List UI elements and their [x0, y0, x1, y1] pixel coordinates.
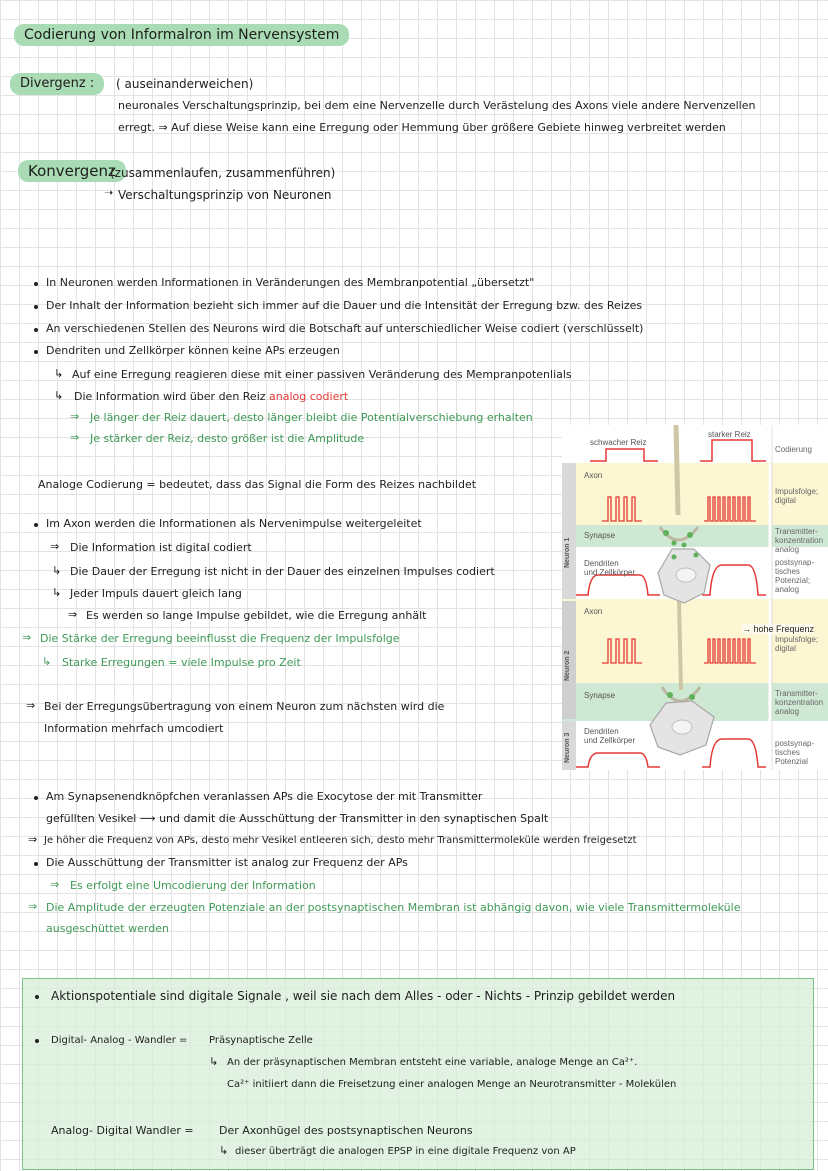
synapse-label-1: Synapse [584, 531, 616, 540]
note-amplitude-post: Die Amplitude der erzeugten Potenziale an der postsynaptischen Membran ist abhängig davon, wie viele Transmittermoleküle [46, 901, 741, 914]
code-analog-2: analog [775, 707, 800, 716]
neuron-2-tab: Neuron 2 [562, 601, 576, 719]
neuron-coding-figure [562, 425, 828, 770]
code-post-2c: Potenzial [775, 757, 808, 766]
codierung-header: Codierung [775, 445, 812, 454]
sub-arrow-icon: ↳ [52, 586, 62, 599]
bullet-icon [34, 796, 38, 800]
konvergenz-line1: Verschaltungsprinzip von Neuronen [118, 188, 332, 202]
note-staerke: Die Stärke der Erregung beeinflusst die Frequenz der Impulsfolge [40, 632, 400, 645]
strong-stimulus-label: starker Reiz [708, 430, 751, 439]
analog-codiert-highlight: analog codiert [269, 390, 349, 403]
axon-label-2: Axon [584, 607, 603, 616]
note-umcodierung: Es erfolgt eine Umcodierung der Information [70, 879, 316, 892]
psp-strong-1 [702, 565, 766, 595]
dendrites-label-2b: und Zellkörper [584, 736, 636, 745]
code-post-1d: analog [775, 585, 800, 594]
summary-ad-sub: dieser überträgt die analogen EPSP in eine digitale Frequenz von AP [235, 1146, 576, 1157]
bullet-icon [34, 523, 38, 527]
summary-ad-def: Der Axonhügel des postsynaptischen Neurons [219, 1124, 473, 1137]
neuron-1-tab: Neuron 1 [562, 463, 576, 599]
axon-label-1: Axon [584, 471, 603, 480]
code-trans-1b: konzentration [775, 536, 824, 545]
sub-arrow-icon: ↳ [42, 655, 52, 668]
bullet-icon [35, 1039, 39, 1043]
divergenz-paren: ( auseinanderweichen) [116, 77, 254, 91]
implies-arrow-icon: ⇒ [70, 410, 80, 423]
summary-da-sub1: An der präsynaptischen Membran entsteht eine variable, analoge Menge an Ca²⁺. [227, 1057, 638, 1068]
note-umcodiert: Information mehrfach umcodiert [44, 722, 224, 735]
note-dauer-impuls: Die Dauer der Erregung ist nicht in der Dauer des einzelnen Impulses codiert [70, 565, 495, 578]
summary-da-term: Digital- Analog - Wandler = [51, 1035, 188, 1046]
sub-arrow-icon: ↳ [219, 1144, 229, 1157]
bullet-icon [34, 350, 38, 354]
note-axon: Im Axon werden die Informationen als Nervenimpulse weitergeleitet [46, 517, 422, 530]
sub-arrow-icon: ↳ [54, 389, 64, 402]
code-analog-1: analog [775, 545, 800, 554]
note-digital: Die Information ist digital codiert [70, 541, 252, 554]
code-post-1c: Potenzial; [775, 576, 811, 585]
code-digital-2: digital [775, 644, 796, 653]
dendrites-label-1a: Dendriten [584, 559, 619, 568]
note-stellen: An verschiedenen Stellen des Neurons wird die Botschaft auf unterschiedlicher Weise codiert (verschlüsselt) [46, 322, 644, 335]
dendrites-label-2a: Dendriten [584, 727, 619, 736]
bullet-icon [34, 282, 38, 286]
implies-arrow-icon: ⇒ [70, 431, 80, 444]
impulse-train-weak-1 [602, 497, 642, 521]
axon-fiber-2 [679, 600, 681, 690]
implies-arrow-icon: ⇒ [22, 631, 32, 644]
arrow-icon: ➝ [104, 186, 114, 199]
note-ausgeschuettet: ausgeschüttet werden [46, 922, 169, 935]
strong-stimulus [700, 440, 766, 461]
note-inhalt: Der Inhalt der Information bezieht sich immer auf die Dauer und die Intensität der Erregung bzw. des Reizes [46, 299, 643, 312]
summary-ad-term: Analog- Digital Wandler = [51, 1124, 194, 1137]
implies-arrow-icon: ⇒ [50, 540, 60, 553]
summary-digital-signals: Aktionspotentiale sind digitale Signale , weil sie nach dem Alles - oder - Nichts - Prinzip gebildet werden [51, 989, 676, 1003]
summary-da-def: Präsynaptische Zelle [209, 1035, 313, 1046]
sub-arrow-icon: ↳ [54, 367, 64, 380]
code-post-2a: postsynap- [775, 739, 815, 748]
bullet-icon [34, 305, 38, 309]
dendrites-label-1b: und Zellkörper [584, 568, 636, 577]
note-passiv: Auf eine Erregung reagieren diese mit einer passiven Veränderung des Mempranpotenlials [72, 368, 572, 381]
divergenz-line2: erregt. ⇒ Auf diese Weise kann eine Erregung oder Hemmung über größere Gebiete hinweg verbreitet werden [118, 121, 726, 134]
implies-arrow-icon: ⇒ [26, 699, 36, 712]
impulse-train-weak-2 [602, 639, 642, 663]
note-ausschuettung: Die Ausschüttung der Transmitter ist analog zur Frequenz der APs [46, 856, 408, 869]
implies-arrow-icon: ⇒ [28, 900, 38, 913]
bullet-icon [34, 328, 38, 332]
divergenz-line1: neuronales Verschaltungsprinzip, bei dem eine Nervenzelle durch Verästelung des Axons viele andere Nervenzellen [118, 99, 756, 112]
sub-arrow-icon: ↳ [52, 564, 62, 577]
hohe-frequenz-note: → hohe Frequenz [742, 624, 815, 634]
sub-arrow-icon: ↳ [209, 1055, 219, 1068]
neuron-3-tab: Neuron 3 [562, 721, 576, 770]
note-exocytose: Am Synapsenendknöpfchen veranlassen APs die Exocytose der mit Transmitter [46, 790, 483, 803]
note-amplitude: Je stärker der Reiz, desto größer ist die Amplitude [90, 432, 365, 445]
weak-stimulus [590, 449, 658, 461]
code-digital-1: digital [775, 496, 796, 505]
note-dendriten: Dendriten und Zellkörper können keine APs erzeugen [46, 344, 340, 357]
code-post-1a: postsynap- [775, 558, 815, 567]
note-dauer: Je länger der Reiz dauert, desto länger bleibt die Potentialverschiebung erhalten [90, 411, 533, 424]
implies-arrow-icon: ⇒ [68, 608, 78, 621]
impulse-train-strong-2 [704, 639, 756, 663]
code-impuls-1: Impulsfolge; [775, 487, 819, 496]
note-uebertragung: Bei der Erregungsübertragung von einem Neuron zum nächsten wird die [44, 700, 445, 713]
psp-weak-2 [576, 753, 660, 767]
note-membranpotential: In Neuronen werden Informationen in Veränderungen des Membranpotential „übersetzt" [46, 276, 535, 289]
psp-strong-2 [702, 739, 766, 767]
code-post-1b: tisches [775, 567, 800, 576]
note-gleich-lang: Jeder Impuls dauert gleich lang [70, 587, 242, 600]
page-title: Codierung von Informalron im Nervensystem [14, 24, 349, 46]
summary-box [22, 978, 814, 1170]
summary-da-sub2: Ca²⁺ initiiert dann die Freisetzung einer analogen Menge an Neurotransmitter - Molekülen [227, 1079, 677, 1090]
note-vesikel: gefüllten Vesikel ⟶ und damit die Ausschüttung der Transmitter in den synaptischen Spalt [46, 812, 549, 825]
impulse-train-strong-1 [704, 497, 756, 521]
synapse-label-2: Synapse [584, 691, 616, 700]
note-starke-erregung: Starke Erregungen = viele Impulse pro Zeit [62, 656, 301, 669]
analog-definition: Analoge Codierung = bedeutet, dass das Signal die Form des Reizes nachbildet [38, 478, 477, 491]
note-reiz: Die Information wird über den Reiz analog codiert [74, 390, 349, 403]
bullet-icon [34, 862, 38, 866]
code-trans-2b: konzentration [775, 698, 824, 707]
axon-fiber-1 [676, 425, 678, 515]
long-arrow-icon: ⟶ [139, 812, 160, 825]
note-impulse-anhalt: Es werden so lange Impulse gebildet, wie die Erregung anhält [86, 609, 427, 622]
code-post-2b: tisches [775, 748, 800, 757]
divergenz-term: Divergenz : [10, 73, 104, 95]
konvergenz-paren: (zusammenlaufen, zusammenführen) [110, 166, 336, 180]
psp-weak-1 [576, 575, 660, 595]
konvergenz-term: Konvergenz [18, 160, 126, 182]
code-trans-1a: Transmitter- [775, 527, 818, 536]
code-trans-2a: Transmitter- [775, 689, 818, 698]
implies-arrow-icon: ⇒ [28, 833, 38, 846]
code-impuls-2: Impulsfolge; [775, 635, 819, 644]
bullet-icon [35, 995, 39, 999]
note-frequenz-vesikel: Je höher die Frequenz von APs, desto mehr Vesikel entleeren sich, desto mehr Transmittermoleküle werden freigesetzt [44, 835, 637, 846]
weak-stimulus-label: schwacher Reiz [590, 438, 647, 447]
implies-arrow-icon: ⇒ [50, 878, 60, 891]
